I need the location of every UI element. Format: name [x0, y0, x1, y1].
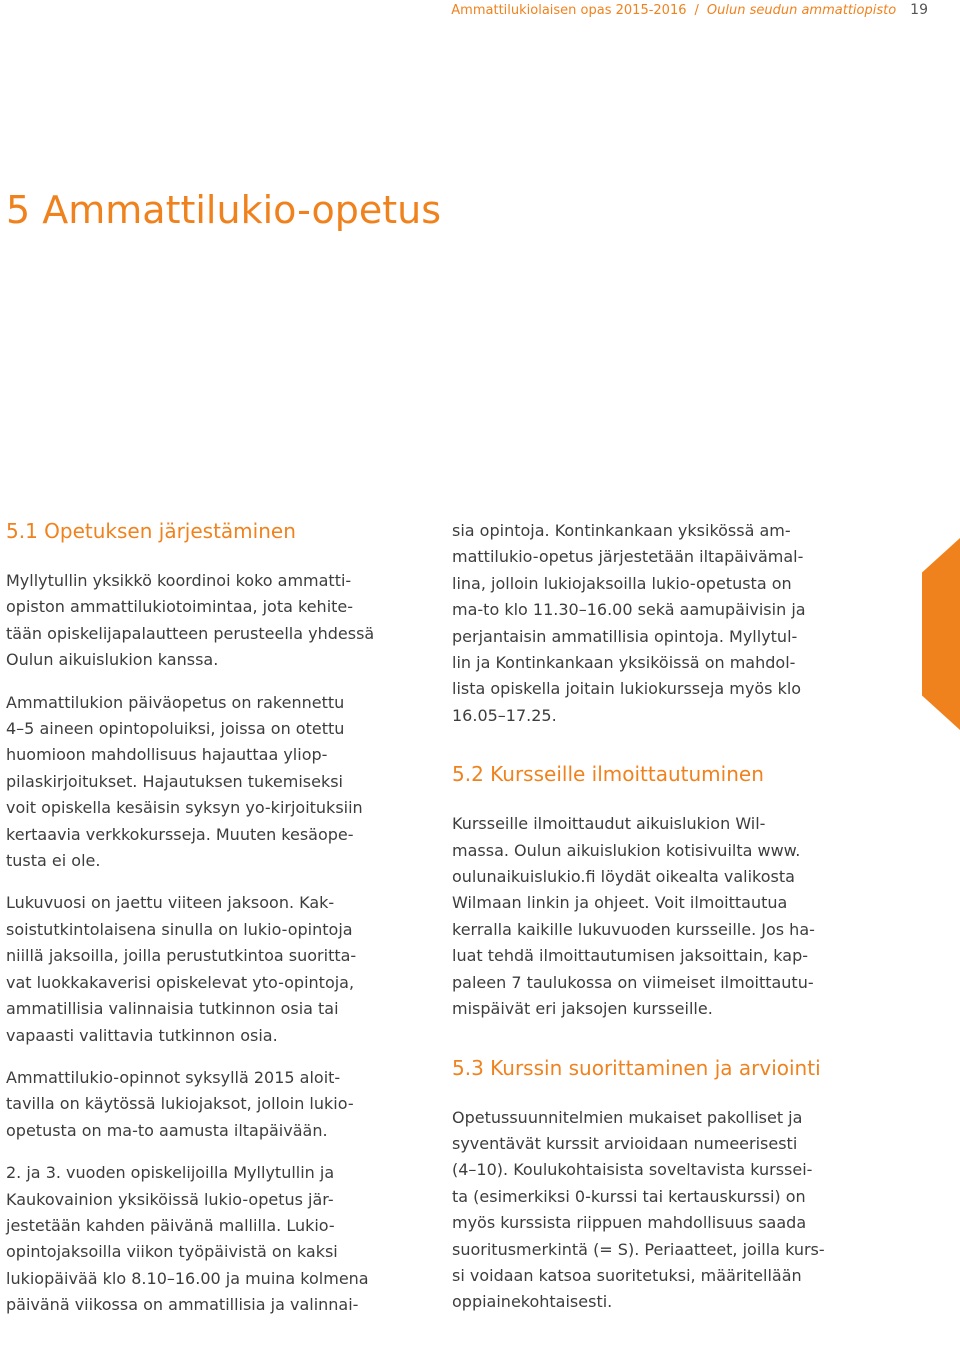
paragraph-continued: sia opintoja. Kontinkankaan yksikössä am- mattilukio-opetus järjestetään iltapäivämal- lina, jolloin lukiojaksoilla lukio-opetusta on ma-to klo 11.30–16.00 sekä aamupäivisin ja perjantaisin ammatillisia opintoja. Myllytul- lin ja Kontinkankaan yksiköissä on mahdol- lista opiskella joitain lukiokursseja myös klo 16.05–17.25.	[452, 521, 806, 725]
guide-title: Ammattilukiolaisen opas 2015-2016	[451, 2, 687, 18]
page-number: 19	[910, 2, 928, 18]
paragraph: Opetussuunnitelmien mukaiset pakolliset ja syventävät kurssit arvioidaan numeerisesti (4–10). Koulukohtaisista soveltavista kurssei- ta (esimerkiksi 0-kurssi tai kertauskurssi) on myös kurssista riippuen mahdollisuus saada suoritusmerkintä (= S). Periaatteet, joilla kurs- si voidaan katsoa suoritetuksi, määritellään oppiainekohtaisesti.	[452, 1107, 825, 1312]
right-column	[452, 518, 872, 1316]
paragraph: Ammattilukio-opinnot syksyllä 2015 aloit- tavilla on käytössä lukiojaksot, jolloin lukio- opetusta on ma-to aamusta iltapäivään.	[6, 1067, 354, 1140]
section-heading-5-1: 5.1 Opetuksen järjestäminen	[6, 519, 296, 543]
chapter-title: 5 Ammattilukio-opetus	[6, 188, 442, 232]
header-separator: /	[694, 2, 699, 18]
paragraph: Lukuvuosi on jaettu viiteen jaksoon. Kak- soistutkintolaisena sinulla on lukio-opintoja niillä jaksoilla, joilla perustutkintoa suoritta- vat luokkakaverisi opiskelevat yto-opintoja, ammatillisia valinnaisia tutkinnon osia tai vapaasti valittavia tutkinnon osia.	[6, 893, 357, 1045]
paragraph: Kursseille ilmoittaudut aikuislukion Wil- massa. Oulun aikuislukion kotisivuilta www. oulunaikuislukio.fi löydät oikealta valikosta Wilmaan linkin ja ohjeet. Voit ilmoittautua kerralla kaikille lukuvuoden kursseille. Jos ha- luat tehdä ilmoittautumisen jaksoittain, kap- paleen 7 taulukossa on viimeiset ilmoittautu- mispäivät eri jaksojen kursseille.	[452, 814, 815, 1019]
paragraph: 2. ja 3. vuoden opiskelijoilla Myllytullin ja Kaukovainion yksiköissä lukio-opetus jär- jestetään kahden päivänä mallilla. Lukio- opintojaksoilla viikon työpäivistä on kaksi lukiopäivää klo 8.10–16.00 ja muina kolmena päivänä viikossa on ammatillisia ja valinnai-	[6, 1163, 369, 1315]
section-heading-5-3: 5.3 Kurssin suorittaminen ja arviointi	[452, 1055, 821, 1080]
left-column	[6, 518, 426, 1319]
institution-name: Oulun seudun ammattiopisto	[706, 2, 897, 18]
paragraph: Myllytullin yksikkö koordinoi koko ammatti- opiston ammattilukiotoimintaa, jota kehite- tään opiskelijapalautteen perusteella yhdessä Oulun aikuislukion kanssa.	[6, 571, 375, 670]
chapter-tab-marker	[922, 538, 960, 730]
running-header	[451, 0, 928, 20]
paragraph: Ammattilukion päiväopetus on rakennettu 4–5 aineen opintopoluiksi, joissa on otettu huomioon mahdollisuus hajauttaa yliop- pilaskirjoitukset. Hajautuksen tukemiseksi voit opiskella kesäisin syksyn yo-kirjoituksiin kertaavia verkkokursseja. Muuten kesäope- tusta ei ole.	[6, 692, 363, 871]
section-heading-5-2: 5.2 Kursseille ilmoittautuminen	[452, 762, 764, 787]
